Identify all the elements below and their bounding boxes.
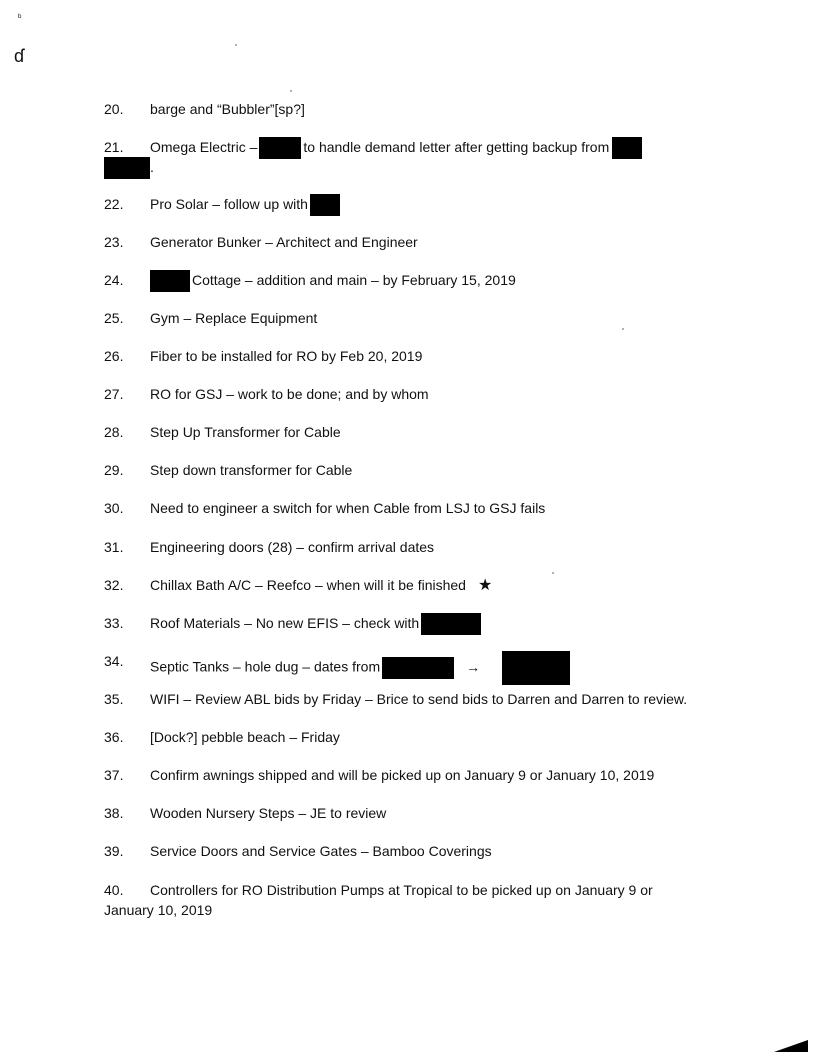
item-text: [Dock?] pebble beach – Friday bbox=[150, 729, 340, 745]
item-number: 31. bbox=[104, 539, 124, 555]
item-number: 30. bbox=[104, 500, 124, 516]
item-text: Cottage – addition and main – by February 15, 2019 bbox=[192, 272, 516, 288]
item-text: barge and “Bubbler”[sp?] bbox=[150, 101, 305, 117]
item-text: Chillax Bath A/C – Reefco – when will it be finished bbox=[150, 577, 466, 593]
arrow-icon: → bbox=[466, 658, 481, 675]
item-text: Septic Tanks – hole dug – dates from bbox=[150, 658, 381, 675]
item-number: 24. bbox=[104, 272, 124, 288]
item-text: Need to engineer a switch for when Cable from LSJ to GSJ fails bbox=[150, 500, 546, 516]
item-text: Generator Bunker – Architect and Engineer bbox=[150, 234, 418, 250]
item-text: Controllers for RO Distribution Pumps at Tropical to be picked up on January 9 or bbox=[150, 882, 653, 898]
item-number: 35. bbox=[104, 691, 124, 707]
item-number: 27. bbox=[104, 386, 124, 402]
redaction-box bbox=[259, 137, 301, 159]
item-text: Step down transformer for Cable bbox=[150, 462, 353, 478]
redaction-box bbox=[310, 194, 340, 216]
item-number: 22. bbox=[104, 196, 124, 212]
scan-speck bbox=[622, 328, 624, 330]
item-text: Confirm awnings shipped and will be picked up on January 9 or January 10, 2019 bbox=[150, 767, 655, 783]
item-text: Wooden Nursery Steps – JE to review bbox=[150, 805, 387, 821]
item-number: 40. bbox=[104, 882, 124, 898]
item-number: 23. bbox=[104, 234, 124, 250]
redaction-box bbox=[150, 270, 190, 292]
item-number: 26. bbox=[104, 348, 124, 364]
item-text: to handle demand letter after getting backup from bbox=[303, 139, 610, 155]
item-text: Service Doors and Service Gates – Bamboo Coverings bbox=[150, 843, 492, 859]
scan-artifact bbox=[772, 1038, 812, 1054]
item-text: Engineering doors (28) – confirm arrival dates bbox=[150, 539, 435, 555]
item-number: 33. bbox=[104, 615, 124, 631]
item-text: . bbox=[150, 159, 154, 175]
handwritten-mark: ɗ bbox=[14, 46, 25, 66]
item-number: 39. bbox=[104, 843, 124, 859]
item-text-line bbox=[150, 613, 483, 635]
scan-speck bbox=[290, 90, 292, 92]
item-text: Roof Materials – No new EFIS – check with bbox=[150, 615, 420, 631]
item-text-line bbox=[150, 137, 644, 159]
item-number: 29. bbox=[104, 462, 124, 478]
redaction-box bbox=[382, 657, 454, 679]
scan-speck bbox=[235, 44, 237, 46]
scan-speck bbox=[552, 572, 554, 574]
scan-mark: ᵇ bbox=[18, 12, 22, 22]
item-text-continuation: January 10, 2019 bbox=[104, 902, 213, 918]
item-number: 20. bbox=[104, 101, 124, 117]
redaction-box bbox=[612, 137, 642, 159]
item-number: 36. bbox=[104, 729, 124, 745]
item-text: Gym – Replace Equipment bbox=[150, 310, 318, 326]
item-number: 28. bbox=[104, 424, 124, 440]
item-text-line bbox=[104, 157, 154, 179]
item-text: Pro Solar – follow up with bbox=[150, 196, 308, 212]
item-text: WIFI – Review ABL bids by Friday – Brice to send bids to Darren and Darren to review. bbox=[150, 691, 688, 707]
item-text-line bbox=[150, 194, 342, 216]
item-number: 34. bbox=[104, 653, 124, 669]
redaction-box bbox=[502, 651, 570, 685]
item-text-line bbox=[150, 575, 492, 596]
item-text-line bbox=[150, 651, 572, 685]
item-text: RO for GSJ – work to be done; and by whom bbox=[150, 386, 429, 402]
item-number: 21. bbox=[104, 139, 124, 155]
redaction-box bbox=[104, 157, 150, 179]
item-text: Step Up Transformer for Cable bbox=[150, 424, 341, 440]
item-number: 32. bbox=[104, 577, 124, 593]
redaction-box bbox=[421, 613, 481, 635]
item-text: Fiber to be installed for RO by Feb 20, 2019 bbox=[150, 348, 423, 364]
star-icon: ★ bbox=[477, 577, 493, 594]
item-text-line bbox=[150, 270, 516, 292]
item-number: 25. bbox=[104, 310, 124, 326]
item-number: 38. bbox=[104, 805, 124, 821]
item-number: 37. bbox=[104, 767, 124, 783]
scan-artifact-shape bbox=[774, 1040, 808, 1052]
item-text: Omega Electric – bbox=[150, 139, 258, 155]
